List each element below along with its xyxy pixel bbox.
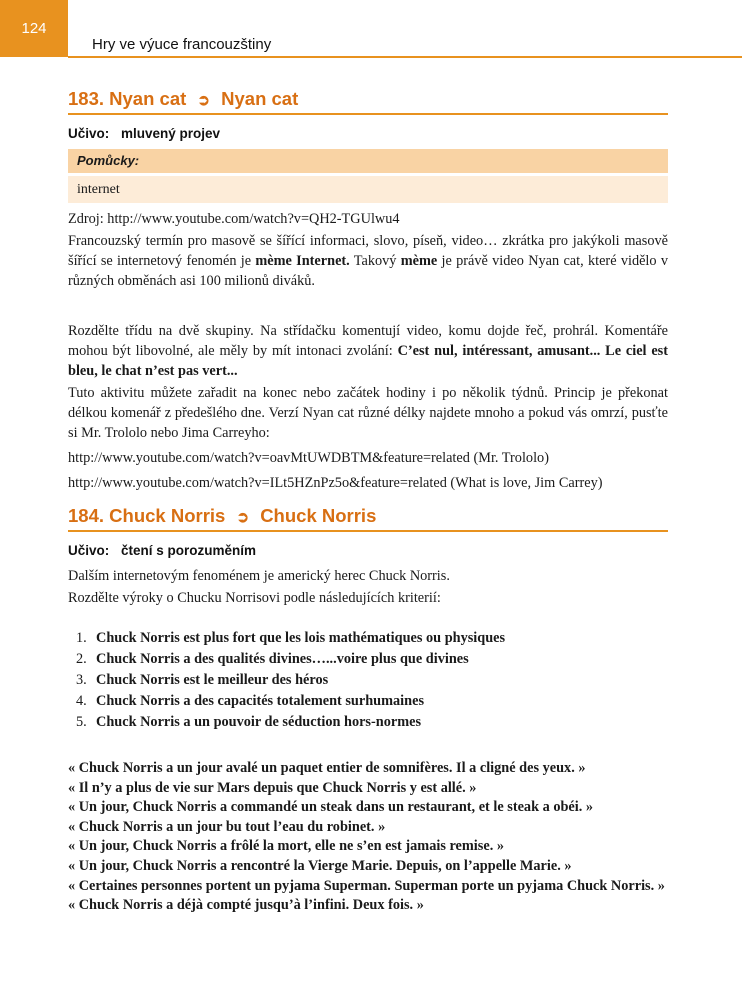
title-cz: Nyan cat bbox=[221, 88, 299, 109]
item-text: Chuck Norris est le meilleur des héros bbox=[96, 672, 329, 688]
quote: « Un jour, Chuck Norris a frôlé la mort, elle ne s’en est jamais remise. » bbox=[68, 838, 504, 855]
text: je právě video Nyan cat, které vidělo v různých obměnách asi 100 milionů diváků. bbox=[68, 253, 668, 289]
item-number: 5. bbox=[76, 714, 87, 730]
title-cz: Chuck Norris bbox=[260, 505, 377, 526]
item-number: 1. bbox=[76, 630, 87, 646]
section-number: 183. bbox=[68, 88, 105, 109]
ucivo-value: mluvený projev bbox=[121, 126, 221, 141]
ucivo-label: Učivo: bbox=[68, 543, 110, 558]
quote: « Un jour, Chuck Norris a commandé un steak dans un restaurant, et le steak a obéi. » bbox=[68, 799, 594, 816]
ucivo-line bbox=[68, 543, 668, 558]
section-183-title bbox=[68, 88, 668, 115]
paragraph: Tuto aktivitu můžete zařadit na konec nebo začátek hodiny i po několik týdnů. Princip je překonat délkou komenář z předešlého dne. Verzí Nyan cat různé délky najdete mnoho a pokud vás omrzí, pusťte si Mr. Trololo nebo Jima Carreyho: bbox=[68, 385, 668, 441]
quote: « Chuck Norris a déjà compté jusqu’à l’infini. Deux fois. » bbox=[68, 897, 424, 914]
page-content bbox=[68, 88, 668, 916]
item-text: Chuck Norris est plus fort que les lois mathématiques ou physiques bbox=[96, 630, 506, 646]
quote: « Un jour, Chuck Norris a rencontré la Vierge Marie. Depuis, on l’appelle Marie. » bbox=[68, 857, 572, 874]
list-item bbox=[68, 628, 668, 649]
running-title: Hry ve výuce francouzštiny bbox=[92, 36, 272, 53]
item-text: Chuck Norris a un pouvoir de séduction hors-normes bbox=[96, 714, 422, 730]
ucivo-label: Učivo: bbox=[68, 126, 110, 141]
list-item bbox=[68, 670, 668, 691]
ucivo-line bbox=[68, 126, 668, 141]
text: Rozdělte třídu na dvě skupiny. Na střídačku komentují video, komu dojde řeč, prohrál. Komentáře mohou být libovolné, ale měly by mít intonaci zvolání: bbox=[68, 323, 668, 359]
item-number: 2. bbox=[76, 651, 87, 667]
source-line: Zdroj: http://www.youtube.com/watch?v=QH2-TGUlwu4 bbox=[68, 211, 400, 227]
quote: « Chuck Norris a un jour bu tout l’eau du robinet. » bbox=[68, 818, 386, 835]
video-link: http://www.youtube.com/watch?v=ILt5HZnPz5o&feature=related (What is love, Jim Carrey) bbox=[68, 475, 603, 491]
quote: « Certaines personnes portent un pyjama Superman. Superman porte un pyjama Chuck Norris. » bbox=[68, 877, 665, 894]
section-number: 184. bbox=[68, 505, 105, 526]
video-link: http://www.youtube.com/watch?v=oavMtUWDBTM&feature=related (Mr. Trololo) bbox=[68, 450, 549, 466]
item-text: Chuck Norris a des qualités divines…...voire plus que divines bbox=[96, 651, 469, 667]
paragraph: Dalším internetovým fenoménem je americký herec Chuck Norris. bbox=[68, 568, 450, 584]
text: Francouzský termín pro masově se šířící informaci, slovo, píseň, video… zkrátka pro jakýkoli masově šířící se internetový fenomén je bbox=[68, 233, 668, 269]
section-184-title bbox=[68, 505, 668, 532]
item-text: Chuck Norris a des capacités totalement surhumaines bbox=[96, 693, 425, 709]
tools-label: Pomůcky: bbox=[68, 149, 668, 173]
bold-phrases: C’est nul, intéressant, amusant... Le ciel est bleu, le chat n’est pas vert... bbox=[68, 343, 668, 379]
text: Takový bbox=[349, 253, 401, 269]
paragraph: Rozdělte výroky o Chucku Norrisovi podle následujících kriterií: bbox=[68, 590, 441, 606]
title-fr: Nyan cat bbox=[109, 88, 187, 109]
bold-term: mème Internet. bbox=[255, 253, 350, 269]
item-number: 3. bbox=[76, 672, 87, 688]
title-fr: Chuck Norris bbox=[109, 505, 226, 526]
quote: « Chuck Norris a un jour avalé un paquet entier de somnifères. Il a cligné des yeux. » bbox=[68, 760, 586, 776]
paragraph bbox=[68, 231, 668, 291]
list-item bbox=[68, 712, 668, 733]
paragraph bbox=[68, 321, 668, 381]
bold-term: mème bbox=[400, 253, 438, 269]
tools-value: internet bbox=[68, 176, 668, 203]
criteria-list bbox=[68, 628, 668, 733]
list-item bbox=[68, 691, 668, 712]
list-item bbox=[68, 649, 668, 670]
quote: « Il n’y a plus de vie sur Mars depuis que Chuck Norris y est allé. » bbox=[68, 779, 477, 796]
arrow-icon: ➲ bbox=[236, 509, 250, 526]
page-number: 124 bbox=[0, 0, 68, 57]
ucivo-value: čtení s porozuměním bbox=[121, 543, 257, 558]
arrow-icon: ➲ bbox=[197, 92, 210, 109]
header-rule bbox=[68, 56, 742, 58]
quotes-list bbox=[68, 759, 668, 916]
item-number: 4. bbox=[76, 693, 87, 709]
